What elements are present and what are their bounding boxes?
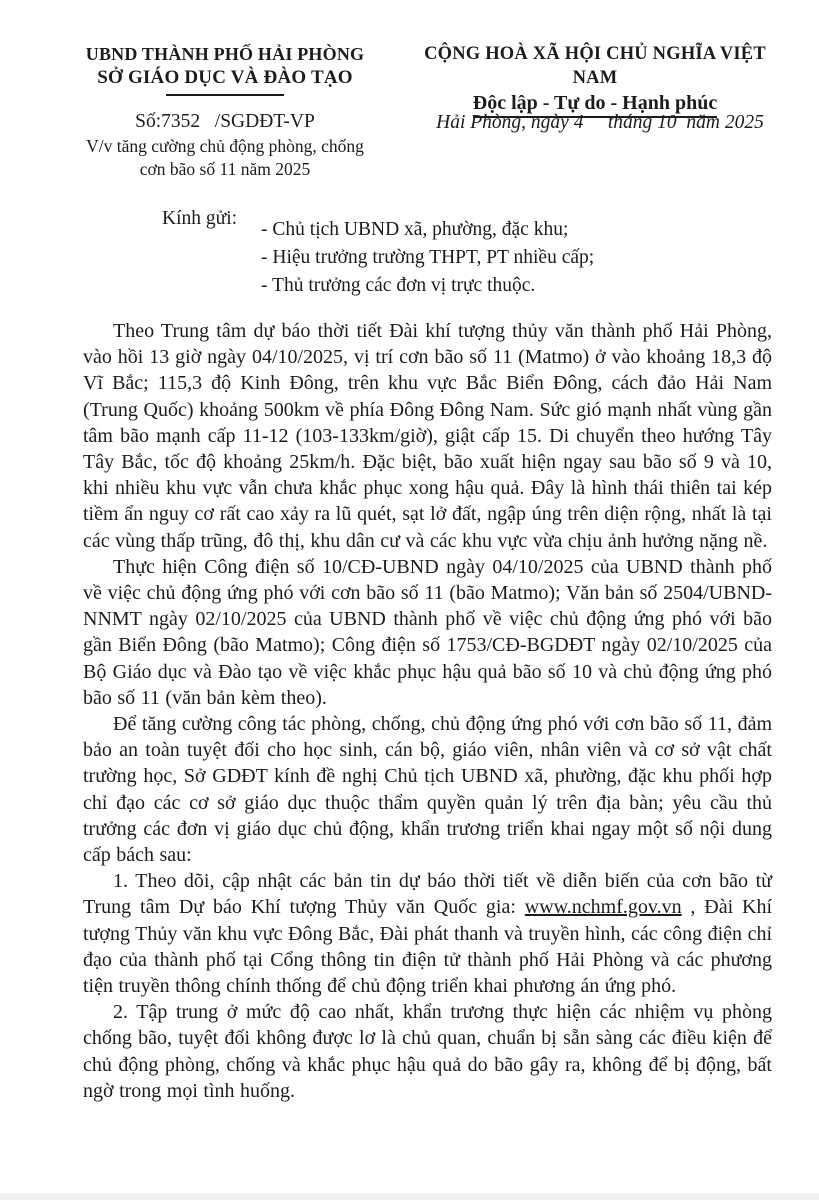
- salutation-block: [162, 207, 594, 300]
- task-1-text-pre: 1. Theo dõi, cập nhật các bản tin dự báo thời tiết về diễn biến của cơn bão từ Trung tâm Dự báo Khí tượng Thủy văn Quốc gia:: [83, 870, 772, 919]
- paragraph-legal-basis: Thực hiện Công điện số 10/CĐ-UBND ngày 04/10/2025 của UBND thành phố về việc chủ động ứng phó với cơn bão số 11 (bão Matmo); Văn bản số 2504/UBND-NNMT ngày 02/10/2025 của UBND thành phố về việc chủ động ứng phó với bão gần Biển Đông (bão Matmo); Công điện số 1753/CĐ-BGDĐT ngày 02/10/2025 của Bộ Giáo dục và Đào tạo về việc khắc phục hậu quả bão số 10 và chủ động ứng phó bão số 11 (văn bản kèm theo).: [83, 555, 772, 709]
- agency-underline-rule: [166, 94, 284, 96]
- national-republic-line: CỘNG HOÀ XÃ HỘI CHỦ NGHĨA VIỆT NAM: [424, 44, 766, 88]
- paragraph-task-2: 2. Tập trung ở mức độ cao nhất, khẩn trương thực hiện các nhiệm vụ phòng chống bão, tuyệt đối không được lơ là chủ quan, chuẩn bị sẵn sàng các điều kiện để chủ động phòng, chống và khắc phục hậu quả do bão gây ra, không để bị động, bất ngờ trong mọi tình huống.: [83, 1001, 772, 1102]
- issuing-agency-block: [55, 42, 395, 96]
- recipient-item: - Hiệu trưởng trường THPT, PT nhiều cấp;: [261, 247, 595, 268]
- paragraph-weather-report: Theo Trung tâm dự báo thời tiết Đài khí tượng thủy văn thành phố Hải Phòng, vào hồi 13 giờ ngày 04/10/2025, vị trí cơn bão số 11 (Matmo) ở vào khoảng 18,3 độ Vĩ Bắc; 115,3 độ Kinh Đông, trên khu vực Bắc Biển Đông, cách đảo Hải Nam (Trung Quốc) khoảng 500km về phía Đông Đông Nam. Sức gió mạnh nhất vùng gần tâm bão mạnh cấp 11-12 (103-133km/giờ), giật cấp 15. Di chuyển theo hướng Tây Tây Bắc, tốc độ khoảng 25km/h. Đặc biệt, bão xuất hiện ngay sau bão số 9 và 10, khi nhiều khu vực vẫn chưa khắc phục xong hậu quả. Đây là hình thái thiên tai kép tiềm ẩn nguy cơ rất cao xảy ra lũ quét, sạt lở đất, ngập úng trên diện rộng, nhất là tại các vùng thấp trũng, đô thị, khu dân cư và các khu vực vừa chịu ảnh hưởng nặng nề.: [83, 320, 772, 552]
- national-motto-text: Độc lập - Tự do - Hạnh phúc: [473, 92, 717, 118]
- agency-name: SỞ GIÁO DỤC VÀ ĐÀO TẠO: [97, 67, 353, 88]
- recipient-item: - Chủ tịch UBND xã, phường, đặc khu;: [261, 219, 569, 240]
- doc-number-subject-block: [45, 110, 405, 180]
- agency-parent-name: UBND THÀNH PHỐ HẢI PHÒNG: [85, 44, 365, 64]
- place-date-line: Hải Phòng, ngày 4 tháng 10 năm 2025: [436, 112, 764, 133]
- national-header-block: [400, 42, 790, 115]
- recipient-list: [261, 216, 594, 300]
- scan-edge-artifact: [0, 1193, 819, 1200]
- paragraph-request: Để tăng cường công tác phòng, chống, chủ động ứng phó với cơn bão số 11, đảm bảo an toàn tuyệt đối cho học sinh, cán bộ, giáo viên, nhân viên và cơ sở vật chất trường học, Sở GDĐT kính đề nghị Chủ tịch UBND xã, phường, đặc khu phối hợp chỉ đạo các cơ sở giáo dục thuộc thẩm quyền quản lý trên địa bàn; yêu cầu thủ trưởng các đơn vị giáo dục chủ động, khẩn trương triển khai ngay một số nội dung cấp bách sau:: [83, 713, 772, 867]
- document-number: Số:7352 /SGDĐT-VP: [135, 111, 315, 132]
- salutation-label: Kính gửi:: [162, 208, 238, 229]
- subject-line-2: cơn bão số 11 năm 2025: [139, 158, 311, 179]
- recipient-item: - Thủ trưởng các đơn vị trực thuộc.: [261, 275, 536, 296]
- task-1-text-post: , Đài Khí tượng Thủy văn khu vực Đông Bắc, Đài phát thanh và truyền hình, các công điện chỉ đạo của thành phố tại Cổng thông tin điện tử thành phố Hải Phòng và các phương tiện truyền thông chính thống để chủ động triển khai phương án ứng phó.: [83, 896, 772, 998]
- subject-line-1: V/v tăng cường chủ động phòng, chống: [86, 136, 364, 156]
- paragraph-task-1: [83, 868, 772, 999]
- document-body: [83, 318, 772, 1104]
- document-subject: [45, 135, 405, 180]
- nchmf-website-link[interactable]: www.nchmf.gov.vn: [524, 896, 682, 919]
